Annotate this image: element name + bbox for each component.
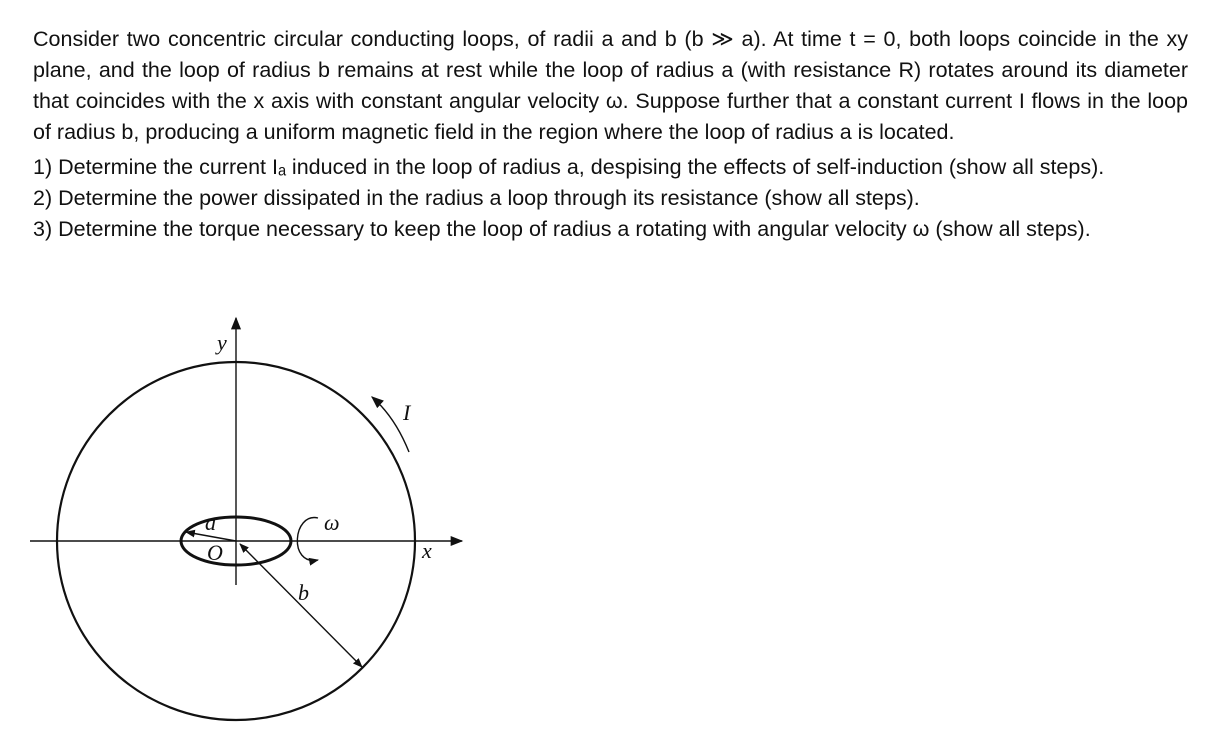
- radius-b-arrow: [240, 544, 362, 667]
- question-1: 1) Determine the current Iₐ induced in the loop of radius a, despising the effects of self-induction (show all steps).: [33, 155, 1105, 179]
- problem-text: [33, 24, 1188, 245]
- rotation-arrow: [297, 518, 318, 561]
- large-radius-label: b: [298, 580, 309, 605]
- loops-diagram: [0, 300, 520, 739]
- omega-label: ω: [324, 510, 340, 535]
- small-radius-label: a: [205, 510, 216, 535]
- origin-label: O: [207, 540, 223, 565]
- x-axis-label: x: [422, 538, 432, 563]
- question-2: 2) Determine the power dissipated in the radius a loop through its resistance (show all steps).: [33, 186, 920, 210]
- problem-intro: Consider two concentric circular conducting loops, of radii a and b (b ≫ a). At time t = 0, both loops coincide in the xy plane, and the loop of radius b remains at rest while the loop of radius a (with resistance R) rotates around its diameter that coincides with the x axis with constant angular velocity ω. Suppose further that a constant current I flows in the loop of radius b, producing a uniform magnetic field in the region where the loop of radius a is located.: [33, 27, 1188, 144]
- question-3: 3) Determine the torque necessary to keep the loop of radius a rotating with angular velocity ω (show all steps).: [33, 217, 1091, 241]
- current-label: I: [403, 400, 411, 425]
- y-axis-label: y: [217, 330, 227, 355]
